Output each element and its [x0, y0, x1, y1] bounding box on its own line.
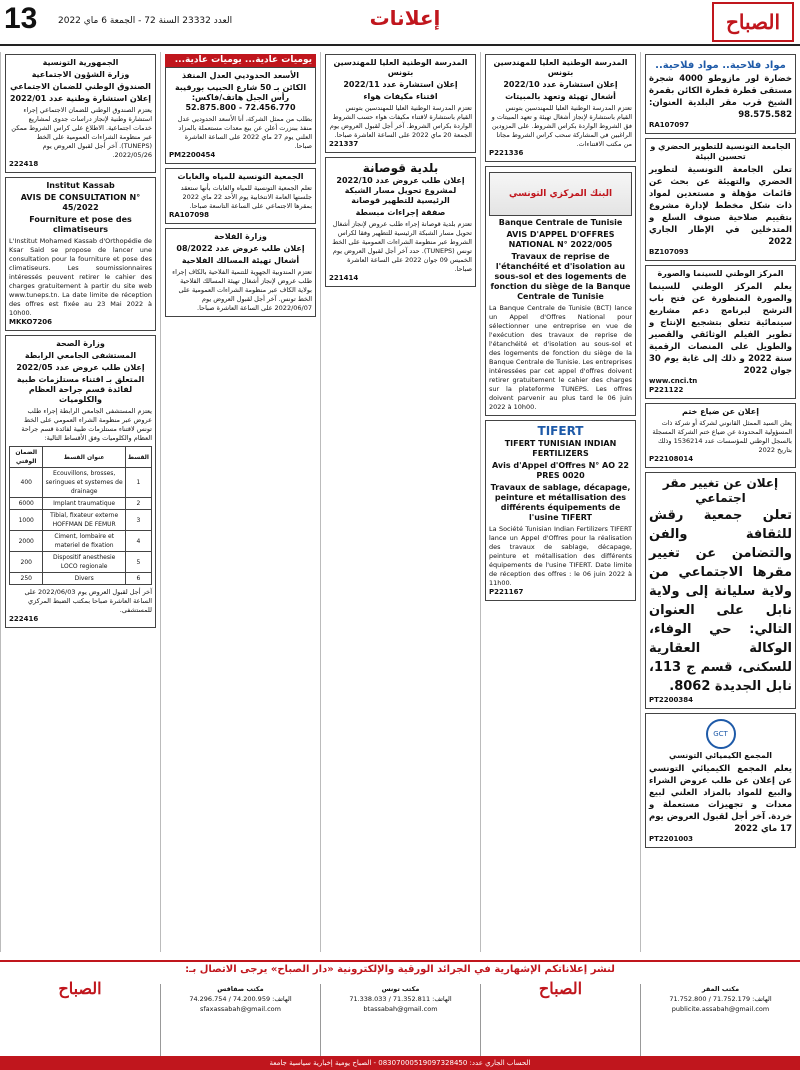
ad-ref: PM2200454: [169, 151, 216, 159]
issue-line: العدد 23332 السنة 72 - الجمعة 6 ماي 2022: [58, 16, 233, 26]
ad-subject: أشغال تهيئة وتعهد بالمبيتات: [505, 92, 616, 101]
office-name: مكتب صفاقس: [217, 985, 264, 993]
ad-lost-stamp: [645, 403, 796, 468]
ad-body: تعتزم المدرسة الوطنية العليا للمهندسين بتونس القيام باستشارة لاقتناء مكيفات هواء حسب الشروط الواردة بكراس الشروط. آخر أجل لقبول العروض يوم الجمعة 20 ماي 2022 على الساعة العاشرة صباحا.: [329, 104, 472, 139]
ad-body: خضارة لور مازوطو 4000 شجرة مستقى قطرة قطرة الكائن بقمرة الشيخ قرب مقر البلدية العنوان: 98.575.582: [649, 74, 792, 120]
ad-body: تعتزم المندوبية الجهوية للتنمية الفلاحية بالكاف إجراء طلب عروض لإنجاز أشغال تهيئة المسالك الفلاحية بولاية الكاف عبر منظومة الشراءات العمومية على الخط تونس. آخر أجل لقبول العروض يوم 2022/06/07 على الساعة العاشرة صباحا.: [172, 268, 312, 312]
ad-ref: 221414: [329, 274, 359, 282]
bct-logo-ar: البنك المركزي التونسي: [508, 188, 613, 199]
column-5: [0, 52, 160, 952]
ad-ref: P221122: [649, 386, 684, 394]
ad-body: L'Institut Mohamed Kassab d'Orthopédie de Ksar Said se propose de lancer une consultation pour la fourniture et pose des climatiseurs. Les soumissionnaires intéressés peuvent retirer le cahier des charges gratuitement à partir du site web www.tuneps.tn. La date limite de réception des offres est fixée au 23 Mai 2022 à 10h00.: [9, 237, 152, 317]
ad-ref: P22108014: [649, 455, 694, 463]
footer-brand-2: [0, 979, 160, 1056]
ad-rabta: [5, 335, 156, 628]
ad-address-change: [645, 472, 796, 709]
ad-title: الجمعية التونسية للمياه والغابات: [177, 172, 304, 181]
table-row: [10, 573, 152, 585]
table-cell: Dispositif anesthesie LOCO regionale: [43, 552, 125, 573]
ad-ref: RA107098: [169, 211, 210, 219]
ad-body: بطلب من ممثل الشركة، أنا الأسعد الحدوديي عدل منفذ ببنزرت أعلن عن بيع معدات مستعملة بالمزاد العلني يوم 27 ماي 2022 على الساعة العاشرة صباحا.: [177, 115, 312, 150]
ad-title: إعلان عن ضياع ختم: [682, 407, 759, 416]
office-tunis: [320, 984, 480, 1056]
office-email[interactable]: btassabah@gmail.com: [363, 1005, 438, 1013]
table-header-row: [10, 447, 152, 468]
table-cell: 200: [10, 552, 43, 573]
ad-title: بلدية قوصانة: [362, 161, 439, 175]
table-cell: 400: [10, 468, 43, 498]
section-band: يوميات عادية... يوميات عادية...: [165, 54, 316, 67]
ad-body: La Société Tunisian Indian Fertilizers TIFERT lance un Appel d'Offres pour la réalisation des travaux de sablage, décapage, peinture et métallisation des différents équipements de l'usine TIFERT. Date limite de réception des offres : le 06 juin 2022 à 11h00.: [489, 525, 632, 587]
gct-logo-icon: GCT: [706, 719, 736, 749]
ad-body: تعلم الجمعية التونسية للمياه والغابات بأنها ستعقد جلستها العامة الانتخابية يوم الأحد 22 ماي 2022 بمقرها الاجتماعي على الساعة التاسعة صباحا.: [180, 184, 312, 210]
table-header-cell: القسط: [125, 447, 151, 468]
office-brand: [480, 979, 640, 1056]
table-header-cell: عنوان القسط: [43, 447, 125, 468]
ad-ref: PT2200384: [649, 696, 693, 704]
column-1: [640, 52, 800, 952]
ad-body: تعتزم المدرسة الوطنية العليا للمهندسين بتونس القيام باستشارة لإنجاز أشغال تهيئة و تعهد المبيتات و فق الشروط الواردة بكراس الشروط. على المزودين الراغبين في المشاركة سحب كراس الشروط مجانا من مكتب الاقتناءات.: [491, 104, 632, 148]
table-cell: 6000: [10, 498, 43, 510]
office-phone: الهاتف: 71.752.179 / 71.752.800: [669, 995, 772, 1003]
ad-subject: Travaux de reprise de l'étanchéité et d'isolation au sous-sol et des logements de fonction du siège de la Banque Centrale de Tunisie: [490, 252, 631, 301]
ad-title: إعلان طلب عروض عدد 2022/05: [16, 363, 145, 372]
ad-subject: المتعلق بـ اقتناء مستلزمات طبية لفائدة قسم جراحة العظام والكلوميات: [16, 375, 145, 404]
ad-hospital: المستشفى الجامعي الرابطة: [24, 351, 137, 360]
table-row: [10, 552, 152, 573]
ad-subtitle: إعلان استشارة وطنية عدد 2022/01: [9, 94, 151, 103]
ad-enit-11: [325, 54, 476, 153]
ad-ref: BZ107093: [649, 248, 689, 256]
office-name: مكتب تونس: [381, 985, 420, 993]
table-row: [10, 468, 152, 498]
ad-subtitle: إعلان استشارة عدد 2022/10: [503, 80, 618, 89]
ad-header: وزارة الصحة: [56, 339, 105, 348]
ad-subtitle: AVIS DE CONSULTATION N° 45/2022: [20, 193, 141, 212]
office-phone: الهاتف: 71.352.811 / 71.338.033: [349, 995, 452, 1003]
table-cell: 4: [125, 531, 151, 552]
ad-subtitle: Avis d'Appel d'Offres N° AO 22 PRES 0020: [492, 461, 629, 480]
footer-title: لنشر إعلاناتكم الإشهارية في الجرائد الورقية والإلكترونية «دار الصباح» يرجى الاتصال بـ:: [185, 964, 615, 975]
ad-ref: 222416: [9, 615, 39, 623]
ad-gct: [645, 713, 796, 848]
ad-subject: أشغال تهيئة المسالك الفلاحية: [181, 256, 300, 265]
ad-water-forest: [165, 168, 316, 224]
office-sfax: [160, 984, 320, 1056]
ad-subject: Fourniture et pose des climatiseurs: [29, 215, 132, 234]
ad-title: مواد فلاحية.. مواد فلاحية..: [655, 60, 786, 71]
ad-site[interactable]: www.cnci.tn: [649, 377, 698, 385]
table-cell: Ciment, lombaire et materiel de fixation: [43, 531, 125, 552]
office-phone: الهاتف: 74.200.959 / 74.296.754: [189, 995, 292, 1003]
ad-tifert: [485, 420, 636, 601]
office-name: مكتب المقر: [701, 985, 740, 993]
ad-ref: 221337: [329, 140, 359, 148]
ad-address: الكائن بـ 50 شارع الحبيب بورقيبة رأس الجبل هاتف/فاكس: 72.456.770 - 52.875.800: [174, 83, 307, 112]
ad-body: تعتزم بلدية قوصانة إجراء طلب عروض لإنجاز أشغال تحويل مسار الشبكة الرئيسية للتطهير وفقا لكراس الشروط عبر منظومة الشراءات العمومية على الخط تونس (TUNEPS). حدد آخر أجل لقبول العروض يوم الخميس 09 جوان 2022 على الساعة العاشرة صباحا.: [332, 220, 472, 273]
tifert-logo: TIFERT: [537, 424, 584, 438]
ad-ref: P221336: [489, 149, 524, 157]
ad-agriculture-ministry: [165, 228, 316, 317]
ad-ref: RA107097: [649, 121, 690, 129]
ad-body: يعلن السيد الممثل القانوني لشركة أو شركة ذات المسؤولية المحدودة عن ضياع ختم الشركة المسجلة بالسجل الوطني للمؤسسات عدد 1536214 وذلك بتاريخ 2022: [652, 419, 792, 454]
table-row: [10, 498, 152, 510]
ad-subject: Travaux de sablage, décapage, peinture et métallisation des différents équipements de l'usine TIFERT: [490, 483, 631, 522]
ad-ref: PT2201003: [649, 835, 693, 843]
table-row: [10, 531, 152, 552]
table-cell: 1: [125, 468, 151, 498]
ad-title: الجامعة التونسية للتطوير الحضري و تحسين البيئة: [650, 142, 791, 161]
ad-ref: MKKO7206: [9, 318, 52, 326]
table-cell: 250: [10, 573, 43, 585]
page-number: 13: [4, 2, 38, 35]
table-cell: 5: [125, 552, 151, 573]
bottom-strip: الحساب الجاري عدد: 08307000519097328450 - الصباح يومية إخبارية سياسية جامعة: [0, 1056, 800, 1070]
table-cell: 6: [125, 573, 151, 585]
ad-body: يعتزم الصندوق الوطني للضمان الاجتماعي إجراء استشارة وطنية لإنجاز دراسات جدوى لمشاريع خدمات اجتماعية. الاطلاع على كراس الشروط ممكن عبر منظومة الشراءات العمومية على الخط (TUNEPS). آخر أجل لقبول العروض يوم 2022/05/26.: [11, 106, 152, 159]
ad-kassab: [5, 177, 156, 331]
ad-bct: [485, 166, 636, 416]
table-cell: 3: [125, 510, 151, 531]
footer-logo: الصباح: [538, 979, 583, 998]
office-email[interactable]: sfaxassabah@gmail.com: [200, 1005, 281, 1013]
ad-urban: [645, 138, 796, 261]
ad-subtitle: إعلان طلب عروض عدد 2022/10 لمشروع تحويل مسار الشبكة الرئيسية للتطهير قوصانة: [336, 176, 465, 205]
ad-title: إعلان عن تغيير مقر اجتماعي: [662, 476, 779, 505]
table-cell: Ecouvillons, brosses, seringues et systemes de drainage: [43, 468, 125, 498]
table-cell: Divers: [43, 573, 125, 585]
ad-ministry: وزارة الشؤون الاجتماعية: [31, 70, 130, 79]
ad-header: الجمهورية التونسية: [42, 58, 119, 67]
table-row: [10, 510, 152, 531]
masthead: [0, 0, 800, 46]
ad-title: المجمع الكيميائي التونسي: [669, 751, 772, 760]
table-cell: 1000: [10, 510, 43, 531]
ad-deadline: آخر أجل لقبول العروض يوم 2022/06/03 على الساعة العاشرة صباحا بمكتب الضبط المركزي للمستشفى.: [24, 588, 152, 614]
ad-body: يعلم المجمع الكيميائي التونسي عن إعلان عن طلب عروض الشراء والبيع للمواد بالمزاد العلني لبيع معدات و تجهيزات مستعملة و خردة. آخر أجل لقبول العروض يوم 17 ماي 2022: [649, 764, 792, 834]
footer-logo-2: الصباح: [58, 979, 102, 998]
ad-cinema: [645, 265, 796, 399]
bct-logo-fr: Banque Centrale de Tunisie: [498, 218, 623, 227]
ad-body: تعلن الجامعة التونسية لتطوير الحضري والتهيئة عن بحث عن قائمات مؤهلة و مستعدين لمواد ذات شكل مخطط لإدارة مشروع بتقييم صلاحية صنوف السلع و المتدخلين في الإطار الجاري 2022: [649, 165, 792, 247]
footer: [0, 960, 800, 1070]
ad-subtitle: إعلان طلب عروض عدد 08/2022: [176, 244, 305, 253]
section-title: إعلانات: [369, 6, 441, 30]
ad-title: Institut Kassab: [46, 181, 115, 190]
ad-body: يعلم المركز الوطني للسينما والصورة المنظورة عن فتح باب الترشح لبرنامج دعم مشاريع سينمائية تتعلق بتشجيع الإنتاج و تطوير الفيلم الوثائقي والقصير والطويل على المنصات الرقمية سنة 2022 و ذلك إلى غاية يوم 30 جوان 2022: [649, 282, 792, 376]
column-3: [320, 52, 480, 952]
ad-body: تعلن جمعية رقش للثقافة والفن والتضامن عن تغيير مقرها الاجتماعي من ولاية سليانة إلى ولاية نابل على العنوان التالي: حي الوفاء، الوكالة العقارية للسكنى، قسم ج 113، نابل الجديدة 8062.: [649, 508, 792, 694]
ad-cnss: [5, 54, 156, 173]
ad-title: TIFERT TUNISIAN INDIAN FERTILIZERS: [504, 439, 617, 458]
column-2: [480, 52, 640, 952]
ad-kousana: [325, 157, 476, 287]
ad-enit-10: [485, 54, 636, 162]
ad-subject: صفقة إجراءات مبسطة: [355, 208, 446, 217]
ad-title: المركز الوطني للسينما والصورة: [657, 269, 784, 278]
lots-table: [9, 446, 152, 585]
ad-subtitle: إعلان استشارة عدد 2022/11: [343, 80, 458, 89]
table-cell: 2000: [10, 531, 43, 552]
table-cell: Tibial, fixateur externe HOFFMAN DE FEMUR: [43, 510, 125, 531]
ad-title: المدرسة الوطنية العليا للمهندسين بتونس: [493, 58, 628, 77]
office-hq: [640, 984, 800, 1056]
office-email[interactable]: publicite.assabah@gmail.com: [671, 1005, 770, 1013]
newspaper-logo: الصباح: [712, 2, 794, 42]
ad-title: وزارة الفلاحة: [214, 232, 267, 241]
table-header-cell: الضمان الوقتي: [10, 447, 43, 468]
ad-title: الصندوق الوطني للضمان الاجتماعي: [10, 82, 151, 91]
ad-body: La Banque Centrale de Tunisie (BCT) lance un Appel d'Offres National pour sélectionner une entreprise en vue de l'exécution des travaux de reprise de l'étanchéité et d'isolation au sous-sol et des logements de fonction du siège de la Banque Centrale de Tunisie. Les entreprises intéressées par cet appel d'offres doivent retirer gratuitement le cahier des charges sur la plateforme TUNEPS. Les offres doivent parvenir au plus tard le 06 juin 2022 à 10h00.: [489, 304, 632, 411]
ad-body: يعتزم المستشفى الجامعي الرابطة إجراء طلب عروض عبر منظومة الشراء العمومي على الخط تونس لاقتناء مستلزمات طبية لفائدة قسم جراحة العظام والكلوميات وفق الأقساط التالية:: [21, 407, 152, 442]
ad-bailiff: [165, 67, 316, 164]
ad-title: AVIS D'APPEL D'OFFRES NATIONAL N° 2022/005: [506, 230, 615, 249]
ad-title: الأسعد الحدوديي العدل المنفذ: [182, 71, 299, 80]
ad-agri: [645, 54, 796, 134]
bct-logo: [489, 172, 632, 216]
ad-ref: P221167: [489, 588, 524, 596]
table-cell: 2: [125, 498, 151, 510]
column-4: [160, 52, 320, 952]
ad-ref: 222418: [9, 160, 39, 168]
ad-subject: اقتناء مكيفات هواء: [363, 92, 438, 101]
ad-title: المدرسة الوطنية العليا للمهندسين بتونس: [333, 58, 468, 77]
table-cell: Implant traumatique: [43, 498, 125, 510]
